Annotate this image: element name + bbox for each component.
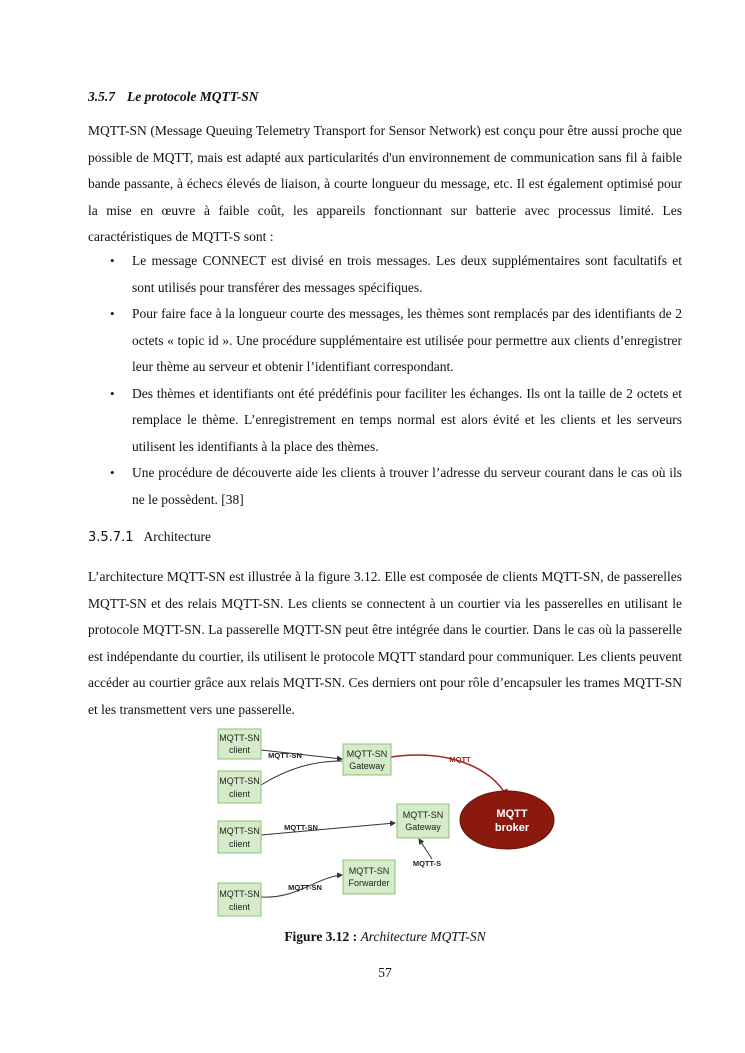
svg-text:Gateway: Gateway xyxy=(405,822,441,832)
link-forwarder-gateway2 xyxy=(419,839,432,859)
svg-text:MQTT-SN: MQTT-SN xyxy=(219,889,260,899)
link-client2-gateway1 xyxy=(261,761,342,785)
svg-text:MQTT-SN: MQTT-SN xyxy=(346,749,388,759)
caption-text: Architecture MQTT-SN xyxy=(360,929,486,944)
svg-text:broker: broker xyxy=(494,822,530,834)
svg-text:client: client xyxy=(228,902,251,912)
section-number: 3.5.7 xyxy=(88,89,115,104)
subsection-number: 3.5.7.1 xyxy=(88,530,134,545)
broker-node xyxy=(460,791,554,849)
link-label-mqttsn: MQTT-SN xyxy=(288,883,322,892)
subsection-title: Architecture xyxy=(143,529,211,544)
svg-text:MQTT: MQTT xyxy=(496,808,528,820)
svg-text:client: client xyxy=(228,839,251,849)
feature-list xyxy=(88,248,682,513)
svg-text:Forwarder: Forwarder xyxy=(348,878,390,888)
architecture-paragraph: L’architecture MQTT-SN est illustrée à la figure 3.12. Elle est composée de clients MQTT-SN, de passerelles MQTT-SN et des relais MQTT-SN. Les clients se connectent à un courtier via les passerelles en utilisant le protocole MQTT-SN. La passerelle MQTT-SN peut être intégrée dans le courtier. Dans le cas où la passerelle est indépendante du courtier, ils utilisent le protocole MQTT standard pour communiquer. Les clients peuvent accéder au courtier grâce aux relais MQTT-SN. Ces derniers ont pour rôle d’encapsuler les trames MQTT-SN et les transmettent vers une passerelle. xyxy=(88,569,682,717)
link-client3-gateway2 xyxy=(261,823,395,835)
intro-paragraph: MQTT-SN (Message Queuing Telemetry Transport for Sensor Network) est conçu pour être aussi proche que possible de MQTT, mais est adapté aux particularités d'un environnement de communication sans fil à faible bande passante, à échecs élevés de liaison, à courte longueur du message, etc. Il est également optimisé pour la mise en œuvre à faible coût, les appareils fonctionnant sur batterie avec processus limité. Les caractéristiques de MQTT-S sont : xyxy=(88,123,682,244)
svg-text:client: client xyxy=(228,789,251,799)
forwarder-box xyxy=(343,860,395,894)
svg-text:MQTT-SN: MQTT-SN xyxy=(348,866,390,876)
link-label-mqttsn: MQTT-SN xyxy=(284,823,318,832)
svg-text:client: client xyxy=(228,745,251,755)
client-box xyxy=(218,729,261,759)
subsection-heading xyxy=(88,529,211,545)
list-item: • Des thèmes et identifiants ont été prédéfinis pour faciliter les échanges. Ils ont la taille de 2 octets et remplace le thème. L’enregistrement en temps normal est alors évité et les clients et les serveurs utilisent les identifiants à la place des thèmes. xyxy=(88,381,682,461)
gateway-box xyxy=(397,804,449,838)
client-box xyxy=(218,821,261,853)
gateway-box xyxy=(343,744,391,775)
client-box xyxy=(218,883,261,916)
section-title: Le protocole MQTT-SN xyxy=(127,89,259,104)
link-label-mqtts: MQTT-S xyxy=(412,859,442,868)
caption-label: Figure 3.12 : xyxy=(284,929,358,944)
figure-caption xyxy=(88,929,682,945)
architecture-diagram xyxy=(217,727,557,925)
list-item: • Une procédure de découverte aide les clients à trouver l’adresse du serveur courant dans le cas où ils ne le possèdent. [38] xyxy=(88,460,682,513)
page-number: 57 xyxy=(378,965,392,980)
svg-text:MQTT-SN: MQTT-SN xyxy=(219,826,260,836)
client-box xyxy=(218,771,261,803)
svg-text:MQTT-SN: MQTT-SN xyxy=(402,810,444,820)
svg-text:MQTT-SN: MQTT-SN xyxy=(219,733,260,743)
list-item: • Pour faire face à la longueur courte des messages, les thèmes sont remplacés par des identifiants de 2 octets « topic id ». Une procédure supplémentaire est utilisée pour permettre aux clients d’enregistrer leur thème au serveur et obtenir l’identifiant correspondant. xyxy=(88,301,682,381)
list-item: • Le message CONNECT est divisé en trois messages. Les deux supplémentaires sont facultatifs et sont utilisés pour transférer des messages spécifiques. xyxy=(88,248,682,301)
section-heading xyxy=(88,89,259,105)
link-label-mqtt: MQTT xyxy=(449,755,471,764)
link-label-mqttsn: MQTT-SN xyxy=(268,751,302,760)
svg-text:Gateway: Gateway xyxy=(349,761,385,771)
architecture-figure xyxy=(217,727,557,925)
svg-text:MQTT-SN: MQTT-SN xyxy=(219,776,260,786)
